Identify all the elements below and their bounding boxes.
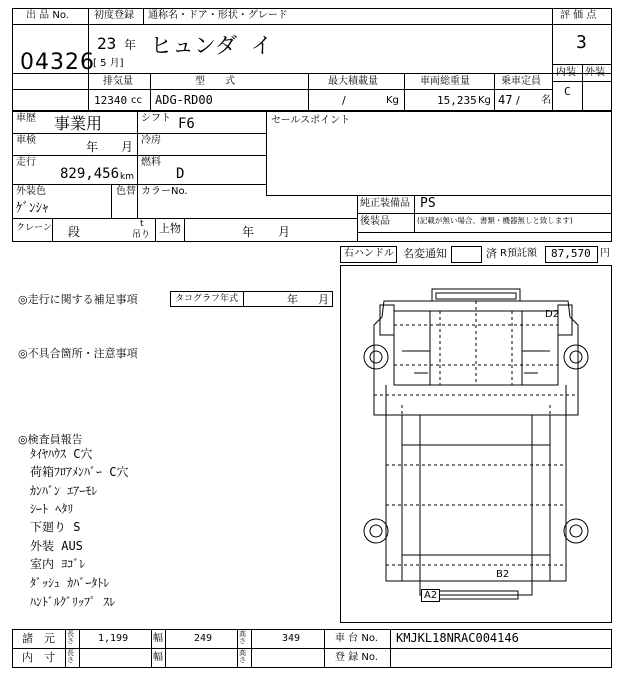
rhd-label: 右ハンドル bbox=[344, 248, 394, 259]
inspector-line: ﾀｲﾔﾊｳｽ C穴 bbox=[30, 447, 93, 461]
inspector-line: 荷箱ﾌﾛｱﾒﾝﾊﾞｰ C穴 bbox=[30, 465, 129, 479]
max-load-label: 最大積載量 bbox=[328, 76, 378, 87]
sales-point-label: セールスポイント bbox=[271, 115, 351, 126]
dims-label: 諸 元 bbox=[22, 632, 55, 645]
inspector-report-heading: ◎検査員報告 bbox=[18, 433, 83, 446]
registration-label: 登 録 No. bbox=[335, 652, 378, 663]
genuine-equipment-value: PS bbox=[420, 196, 436, 211]
deposit-label: 済 bbox=[486, 247, 497, 260]
inspection-year-unit: 年 bbox=[86, 140, 99, 154]
capacity-label: 乗車定員 bbox=[501, 76, 541, 87]
recycle-amount: 87,570 bbox=[551, 247, 591, 260]
inspector-line: ﾊﾝﾄﾞﾙｸﾞﾘｯﾌﾟ ｽﾚ bbox=[30, 595, 116, 609]
crane-stage-unit: 段 bbox=[68, 225, 81, 239]
chassis-number: KMJKL18NRAC004146 bbox=[396, 631, 519, 645]
car-name: ヒュンダ イ bbox=[150, 34, 273, 59]
inspection-month-unit: 月 bbox=[121, 140, 134, 154]
history-label: 車歴 bbox=[16, 113, 36, 124]
upper-body-month-unit: 月 bbox=[278, 225, 291, 239]
displacement-unit: cc bbox=[131, 95, 142, 106]
capacity-value: 47 bbox=[498, 93, 513, 107]
upper-body-label: 上物 bbox=[159, 222, 181, 235]
inner-height-label: 高さ bbox=[239, 649, 246, 665]
aftermarket-label: 後装品 bbox=[360, 216, 390, 227]
mileage-value: 829,456 bbox=[60, 166, 120, 182]
lot-label: 出 品 No. bbox=[26, 10, 69, 21]
length-label: 長さ bbox=[67, 630, 74, 646]
first-reg-label: 初度登録 bbox=[94, 10, 134, 21]
displacement-label: 排気量 bbox=[103, 76, 133, 87]
shift-value: F6 bbox=[178, 116, 195, 132]
chassis-label: 車 台 No. bbox=[335, 633, 378, 644]
inspector-line: ﾀﾞｯｼｭ ｶﾊﾞｰﾀﾄﾚ bbox=[30, 576, 110, 590]
gross-weight-label: 車両総重量 bbox=[420, 76, 470, 87]
aircon-label: 冷房 bbox=[141, 135, 161, 146]
model-label: 型 式 bbox=[195, 76, 235, 87]
history-value: 事業用 bbox=[54, 114, 103, 133]
crane-hang-unit: 吊り bbox=[132, 230, 151, 240]
aftermarket-note: (記載が無い場合、書類・機器無しと致します) bbox=[417, 216, 573, 225]
tachograph-year-unit: 年 bbox=[287, 293, 298, 306]
height-label: 高さ bbox=[239, 630, 246, 646]
evaluation-score: 3 bbox=[576, 32, 587, 53]
exterior-color-value: ｹﾞﾝｼｬ bbox=[16, 201, 49, 216]
crane-label: クレーン bbox=[16, 223, 52, 233]
recycle-label: R預託額 bbox=[500, 248, 537, 259]
inspector-line: ｶﾝﾊﾞﾝ ｴｱｰﾓﾚ bbox=[30, 484, 98, 498]
yen-unit: 円 bbox=[600, 248, 610, 259]
damage-mark-a2: A2 bbox=[424, 590, 438, 601]
gross-weight-value: 15,235 bbox=[437, 94, 477, 107]
inner-length-label: 長さ bbox=[67, 649, 74, 665]
height-value: 349 bbox=[282, 633, 301, 644]
inner-dims-label: 内 寸 bbox=[22, 651, 55, 664]
mileage-unit: km bbox=[120, 172, 134, 182]
displacement-value: 12340 bbox=[94, 94, 128, 107]
name-change-box bbox=[451, 246, 482, 263]
defects-heading: ◎不具合箇所・注意事項 bbox=[18, 347, 138, 360]
interior-grade: C bbox=[564, 85, 571, 98]
color-change-label: 色替 bbox=[116, 186, 136, 197]
length-value: 1,199 bbox=[98, 633, 129, 644]
inner-width-label: 幅 bbox=[153, 652, 163, 663]
truck-outline-svg bbox=[340, 265, 612, 623]
inspector-line: ｼｰﾄ ﾍﾀﾘ bbox=[30, 502, 74, 516]
inspector-line: 下廻り S bbox=[30, 520, 81, 534]
name-change-label: 名変通知 bbox=[403, 247, 447, 260]
interior-label: 内装 bbox=[556, 67, 576, 78]
color-code-label: カラーNo. bbox=[141, 186, 188, 197]
max-load-unit: Kg bbox=[386, 95, 399, 106]
damage-mark-d2: D2 bbox=[545, 309, 560, 320]
crane-ton-unit: t bbox=[140, 219, 144, 229]
driving-notes-heading: ◎走行に関する補足事項 bbox=[18, 293, 138, 306]
inspector-line: 外装 AUS bbox=[30, 539, 83, 553]
first-reg-year-unit: 年 bbox=[124, 38, 137, 52]
vehicle-diagram bbox=[340, 265, 612, 623]
model-value: ADG-RD00 bbox=[155, 93, 213, 107]
car-name-label: 通称名・ドア・形状・グレード bbox=[148, 10, 288, 21]
lot-number: 04326 bbox=[20, 50, 95, 75]
shift-label: シフト bbox=[141, 113, 171, 124]
exterior-label: 外装 bbox=[585, 67, 605, 78]
genuine-equipment-label: 純正装備品 bbox=[360, 198, 410, 209]
upper-body-year-unit: 年 bbox=[242, 225, 255, 239]
inspection-label: 車検 bbox=[16, 135, 36, 146]
gross-weight-unit: Kg bbox=[478, 95, 491, 106]
fuel-value: D bbox=[176, 166, 185, 182]
max-load-sep: / bbox=[342, 94, 346, 107]
capacity-sep: / bbox=[516, 94, 520, 107]
first-reg-month: [ 5 月] bbox=[93, 58, 124, 69]
tachograph-label: タコグラフ年式 bbox=[175, 294, 239, 304]
width-value: 249 bbox=[194, 633, 213, 644]
first-reg-year: 23 bbox=[97, 34, 117, 53]
capacity-unit: 名 bbox=[541, 95, 551, 106]
exterior-color-label: 外装色 bbox=[16, 186, 46, 197]
grade-label: 評 価 点 bbox=[560, 10, 597, 21]
fuel-label: 燃料 bbox=[141, 157, 161, 168]
mileage-label: 走行 bbox=[16, 157, 36, 168]
tachograph-month-unit: 月 bbox=[318, 293, 329, 306]
damage-mark-b2: B2 bbox=[496, 569, 510, 580]
width-label: 幅 bbox=[153, 633, 163, 644]
inspector-line: 室内 ﾖｺﾞﾚ bbox=[30, 557, 86, 571]
